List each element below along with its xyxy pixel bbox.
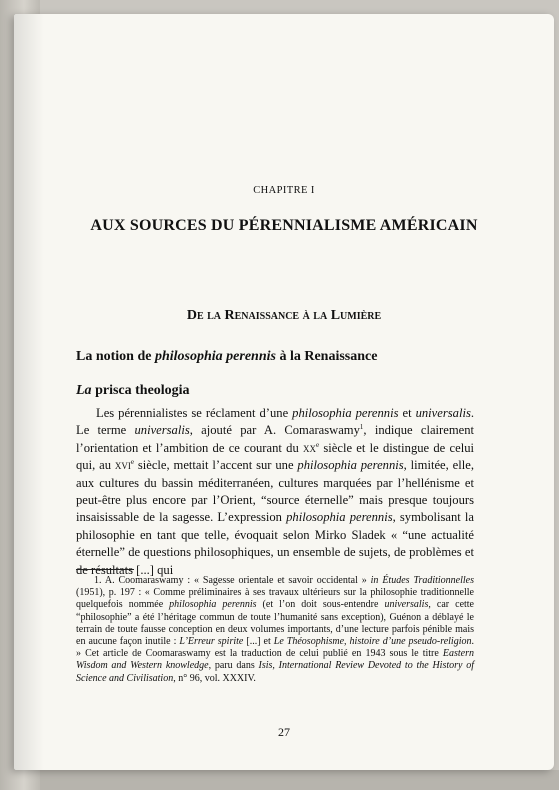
ordinal-superscript: e [130,458,134,467]
footnote-italic: Eastern Wisdom and Western knowledge [76,648,474,672]
book-page [14,14,554,770]
century-numeral: xvi [114,458,131,473]
body-italic: universalis [134,423,190,438]
body-text: siècle et le distingue de celui qui, au [76,440,475,473]
body-text: et [398,406,416,420]
body-italic: philosophia perennis [292,406,399,420]
footnote-divider [76,569,134,570]
footnote-italic: universalis [384,599,429,611]
footnote-italic: philosophia perennis [169,599,257,611]
body-italic: philosophia perennis [297,458,404,473]
body-text: . Le terme [76,406,475,438]
body-text: , indique clairement l’orientation et l’ambition de ce courant du [76,423,474,455]
section-title: De la Renaissance à la Lumière [186,308,382,323]
body-italic: philosophia perennis [286,510,393,525]
subsection-title-italic: philosophia perennis [154,349,276,364]
body-text: Les pérennialistes se réclament d’une [96,406,293,420]
footnote-italic: Isis, International Review Devoted to the History of Science and Civilisation [76,660,474,684]
subsection-title-suffix: à la Renaissance [275,349,378,364]
century-numeral: xx [303,440,316,455]
body-paragraph [76,405,474,579]
footnote-text: . » Cet article de Coomaraswamy est la traduction de celui publié en 1943 sous le titre [76,636,474,660]
footnote-text: 1. A. Coomaraswamy : « Sagesse orientale et savoir occidental » [94,575,371,586]
chapter-label: CHAPITRE I [253,185,315,196]
book-gutter-shadow [14,14,44,770]
footnote-italic: in Études Traditionnelles [370,575,474,586]
footnote-ref: 1 [359,423,364,432]
page-number: 27 [278,725,290,739]
footnote-italic: Le Théosophisme, histoire d’une pseudo-religion [273,636,472,648]
chapter-title: AUX SOURCES DU PÉRENNIALISME AMÉRICAIN [90,217,478,234]
footnote-text: (1951), p. 197 : « Comme préliminaires à ses travaux ultérieurs sur la philosophie traditionnelle quelquefois nommée [76,587,474,611]
footnote [76,575,474,685]
subsubsection-title-rest: prisca theologia [91,383,190,398]
footnote-text: , car cette “philosophie” a été l’héritage commun de toute l’humanité sans exception), Guénon a déblayé le terrain de toute fausse conception en deux volumes importants, d’une lecture parfois pénible mais en aucune façon inutile : [76,599,474,648]
subsubsection-title-italic: La [76,383,92,398]
footnote-italic: L’Erreur spirite [179,636,244,648]
subsection-title-prefix: La notion de [76,349,155,364]
footnote-text: (et l’on doit sous-entendre [256,599,385,611]
subsection-title [76,349,377,365]
footnote-text: , paru dans [208,660,259,672]
table-surface [40,770,559,790]
subsubsection-title [76,383,190,399]
body-text: , limitée, elle, aux cultures du bassin méditerranéen, cultures marquées par l’hellénisme et peut-être plus encore par l’Orient, “source éternelle” mais presque toujours insaisissable de la sagesse. L’expression [76,458,474,525]
body-text: siècle, mettait l’accent sur une [133,458,298,473]
body-italic: universalis [415,406,471,420]
footnote-text: , n° 96, vol. XXXIV. [173,672,256,684]
footnote-text: [...] et [243,636,274,648]
body-text: , ajouté par A. Comaraswamy [189,423,360,438]
body-text: , symbolisant la philosophie en tant que telle, évoquait selon Mirko Sladek « “une actualité éternelle” de questions philosophiques, un ensemble de sujets, de problèmes et de résultats [...] qui [76,510,474,577]
ordinal-superscript: e [316,440,320,449]
